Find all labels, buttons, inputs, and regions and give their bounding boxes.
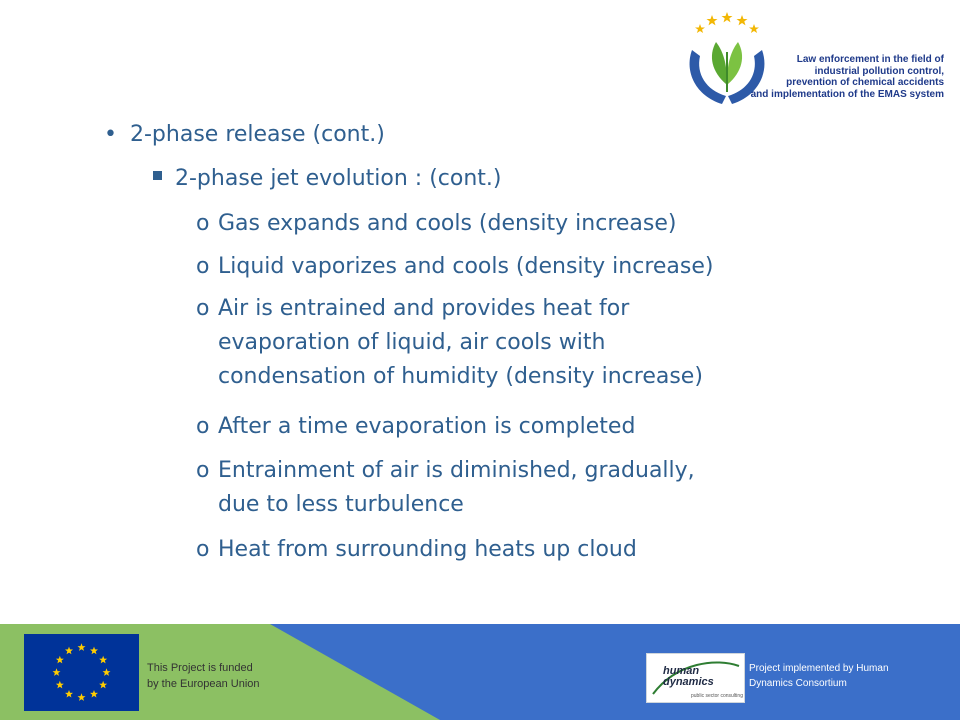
bullet-line: Gas expands and cools (density increase) (218, 211, 677, 236)
circle-bullet-icon: o (196, 537, 210, 562)
bullet-text: 2-phase release (cont.) (130, 122, 385, 147)
circle-bullet-icon: o (196, 296, 210, 321)
round-bullet-icon: • (104, 122, 117, 147)
implemented-line: Project implemented by Human (749, 663, 889, 674)
funded-line: This Project is funded (147, 662, 253, 674)
logo-caption-line: and implementation of the EMAS system (750, 88, 944, 100)
circle-bullet-icon: o (196, 414, 210, 439)
logo-caption-line: prevention of chemical accidents (786, 77, 944, 88)
implemented-line: Dynamics Consortium (749, 678, 847, 689)
funded-line: by the European Union (147, 678, 260, 690)
bullet-line: Heat from surrounding heats up cloud (218, 537, 637, 562)
bullet-text: 2-phase jet evolution : (cont.) (175, 166, 502, 191)
circle-bullet-icon: o (196, 211, 210, 236)
logo-caption-line: Law enforcement in the field of (796, 54, 944, 65)
funded-by-eu-text (147, 660, 260, 692)
hd-logo-tag: public sector consulting (691, 693, 743, 699)
circle-bullet-icon: o (196, 254, 210, 279)
hd-logo-word2: dynamics (663, 676, 714, 688)
bullet-line: Entrainment of air is diminished, gradually, (218, 458, 695, 483)
bullet-line: After a time evaporation is completed (218, 414, 636, 439)
implemented-by-text (749, 661, 889, 691)
eu-flag-icon (24, 634, 139, 711)
square-bullet-icon (153, 171, 162, 180)
bullet-line: Air is entrained and provides heat for (218, 296, 630, 321)
bullet-line: evaporation of liquid, air cools with (218, 330, 606, 355)
logo-caption-line: industrial pollution control, (814, 65, 944, 77)
hd-logo-word1: human (663, 665, 700, 677)
bullet-line: Liquid vaporizes and cools (density increase) (218, 254, 714, 279)
human-dynamics-logo (646, 653, 745, 703)
circle-bullet-icon: o (196, 458, 210, 483)
bullet-line: condensation of humidity (density increase) (218, 364, 703, 389)
bullet-line: due to less turbulence (218, 492, 464, 517)
